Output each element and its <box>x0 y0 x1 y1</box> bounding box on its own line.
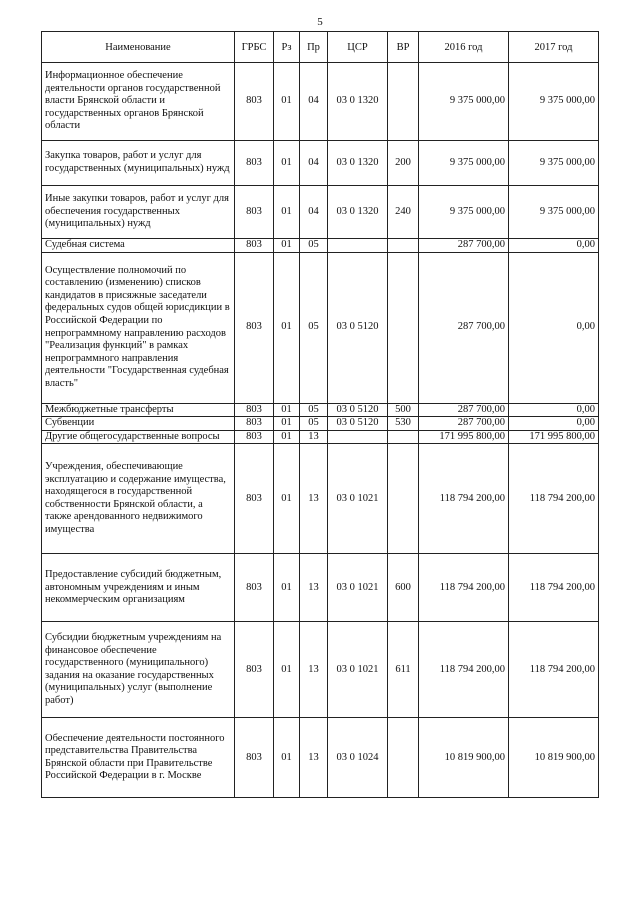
table-row <box>42 417 599 431</box>
row-vr: 611 <box>388 622 419 718</box>
row-grbs: 803 <box>235 718 274 798</box>
row-2017: 118 794 200,00 <box>509 444 599 554</box>
row-vr: 240 <box>388 186 419 239</box>
row-pr: 04 <box>300 141 328 186</box>
row-vr <box>388 239 419 253</box>
row-rz: 01 <box>274 239 300 253</box>
row-2017: 0,00 <box>509 252 599 403</box>
col-header-vr: ВР <box>388 32 419 63</box>
col-header-name: Наименование <box>42 32 235 63</box>
row-grbs: 803 <box>235 430 274 444</box>
row-2017: 171 995 800,00 <box>509 430 599 444</box>
row-2016: 287 700,00 <box>419 252 509 403</box>
row-name: Осуществление полномочий по составлению (изменению) списков кандидатов в присяжные заседатели федеральных судов общей юрисдикции в Российской Федерации по непрограммному направлению расходов "Реализация функций" в рамках непрограммного направления деятельности "Государственная судебная власть" <box>42 252 235 403</box>
row-2017: 9 375 000,00 <box>509 141 599 186</box>
row-rz: 01 <box>274 403 300 417</box>
row-name: Судебная система <box>42 239 235 253</box>
table-header-row <box>42 32 599 63</box>
row-2016: 287 700,00 <box>419 403 509 417</box>
row-grbs: 803 <box>235 63 274 141</box>
row-csr: 03 0 1024 <box>328 718 388 798</box>
row-pr: 04 <box>300 186 328 239</box>
col-header-2016: 2016 год <box>419 32 509 63</box>
row-vr: 530 <box>388 417 419 431</box>
row-grbs: 803 <box>235 239 274 253</box>
col-header-grbs: ГРБС <box>235 32 274 63</box>
row-csr: 03 0 5120 <box>328 417 388 431</box>
row-csr: 03 0 1021 <box>328 622 388 718</box>
row-name: Закупка товаров, работ и услуг для государственных (муниципальных) нужд <box>42 141 235 186</box>
row-grbs: 803 <box>235 141 274 186</box>
row-vr <box>388 430 419 444</box>
col-header-2017: 2017 год <box>509 32 599 63</box>
row-2017: 0,00 <box>509 239 599 253</box>
row-csr: 03 0 1320 <box>328 63 388 141</box>
table-row <box>42 141 599 186</box>
table-row <box>42 403 599 417</box>
row-grbs: 803 <box>235 417 274 431</box>
row-pr: 04 <box>300 63 328 141</box>
row-rz: 01 <box>274 622 300 718</box>
row-rz: 01 <box>274 63 300 141</box>
row-2016: 171 995 800,00 <box>419 430 509 444</box>
row-2016: 118 794 200,00 <box>419 444 509 554</box>
table-row <box>42 554 599 622</box>
row-csr: 03 0 1320 <box>328 186 388 239</box>
row-rz: 01 <box>274 430 300 444</box>
row-grbs: 803 <box>235 622 274 718</box>
row-vr <box>388 63 419 141</box>
row-2016: 9 375 000,00 <box>419 63 509 141</box>
budget-table <box>41 31 599 798</box>
row-csr <box>328 430 388 444</box>
table-row <box>42 239 599 253</box>
row-rz: 01 <box>274 252 300 403</box>
row-vr: 200 <box>388 141 419 186</box>
row-rz: 01 <box>274 444 300 554</box>
row-2017: 9 375 000,00 <box>509 186 599 239</box>
row-vr <box>388 718 419 798</box>
row-2016: 10 819 900,00 <box>419 718 509 798</box>
table-row <box>42 252 599 403</box>
row-csr: 03 0 1320 <box>328 141 388 186</box>
row-2017: 9 375 000,00 <box>509 63 599 141</box>
row-pr: 13 <box>300 718 328 798</box>
row-csr <box>328 239 388 253</box>
row-vr <box>388 252 419 403</box>
row-rz: 01 <box>274 417 300 431</box>
row-grbs: 803 <box>235 554 274 622</box>
table-row <box>42 622 599 718</box>
row-pr: 13 <box>300 554 328 622</box>
row-csr: 03 0 5120 <box>328 403 388 417</box>
row-pr: 13 <box>300 444 328 554</box>
row-vr: 600 <box>388 554 419 622</box>
row-name: Обеспечение деятельности постоянного представительства Правительства Брянской области при Правительстве Российской Федерации в г. Москве <box>42 718 235 798</box>
row-2017: 0,00 <box>509 417 599 431</box>
row-csr: 03 0 1021 <box>328 444 388 554</box>
row-rz: 01 <box>274 186 300 239</box>
row-pr: 13 <box>300 622 328 718</box>
row-name: Субсидии бюджетным учреждениям на финансовое обеспечение государственного (муниципального) задания на оказание государственных (муниципальных) услуг (выполнение работ) <box>42 622 235 718</box>
row-rz: 01 <box>274 554 300 622</box>
row-rz: 01 <box>274 141 300 186</box>
row-grbs: 803 <box>235 186 274 239</box>
row-name: Предоставление субсидий бюджетным, автономным учреждениям и иным некоммерческим организациям <box>42 554 235 622</box>
table-row <box>42 444 599 554</box>
row-2017: 0,00 <box>509 403 599 417</box>
row-name: Иные закупки товаров, работ и услуг для обеспечения государственных (муниципальных) нужд <box>42 186 235 239</box>
row-vr: 500 <box>388 403 419 417</box>
col-header-rz: Рз <box>274 32 300 63</box>
page-number: 5 <box>317 16 323 28</box>
row-grbs: 803 <box>235 444 274 554</box>
table-row <box>42 430 599 444</box>
table-row <box>42 718 599 798</box>
row-2016: 287 700,00 <box>419 417 509 431</box>
col-header-pr: Пр <box>300 32 328 63</box>
row-pr: 05 <box>300 403 328 417</box>
row-vr <box>388 444 419 554</box>
row-2016: 118 794 200,00 <box>419 622 509 718</box>
row-2017: 118 794 200,00 <box>509 554 599 622</box>
table-row <box>42 63 599 141</box>
row-csr: 03 0 1021 <box>328 554 388 622</box>
row-name: Другие общегосударственные вопросы <box>42 430 235 444</box>
row-2016: 287 700,00 <box>419 239 509 253</box>
row-2017: 118 794 200,00 <box>509 622 599 718</box>
row-grbs: 803 <box>235 403 274 417</box>
col-header-csr: ЦСР <box>328 32 388 63</box>
row-pr: 13 <box>300 430 328 444</box>
row-2016: 9 375 000,00 <box>419 186 509 239</box>
row-name: Учреждения, обеспечивающие эксплуатацию и содержание имущества, находящегося в государственной собственности Брянской области, а также арендованного недвижимого имущества <box>42 444 235 554</box>
row-2016: 9 375 000,00 <box>419 141 509 186</box>
row-pr: 05 <box>300 239 328 253</box>
row-2016: 118 794 200,00 <box>419 554 509 622</box>
row-name: Субвенции <box>42 417 235 431</box>
row-name: Межбюджетные трансферты <box>42 403 235 417</box>
row-csr: 03 0 5120 <box>328 252 388 403</box>
row-rz: 01 <box>274 718 300 798</box>
row-grbs: 803 <box>235 252 274 403</box>
row-pr: 05 <box>300 252 328 403</box>
row-pr: 05 <box>300 417 328 431</box>
row-2017: 10 819 900,00 <box>509 718 599 798</box>
table-row <box>42 186 599 239</box>
row-name: Информационное обеспечение деятельности органов государственной власти Брянской области и государственных органов Брянской области <box>42 63 235 141</box>
